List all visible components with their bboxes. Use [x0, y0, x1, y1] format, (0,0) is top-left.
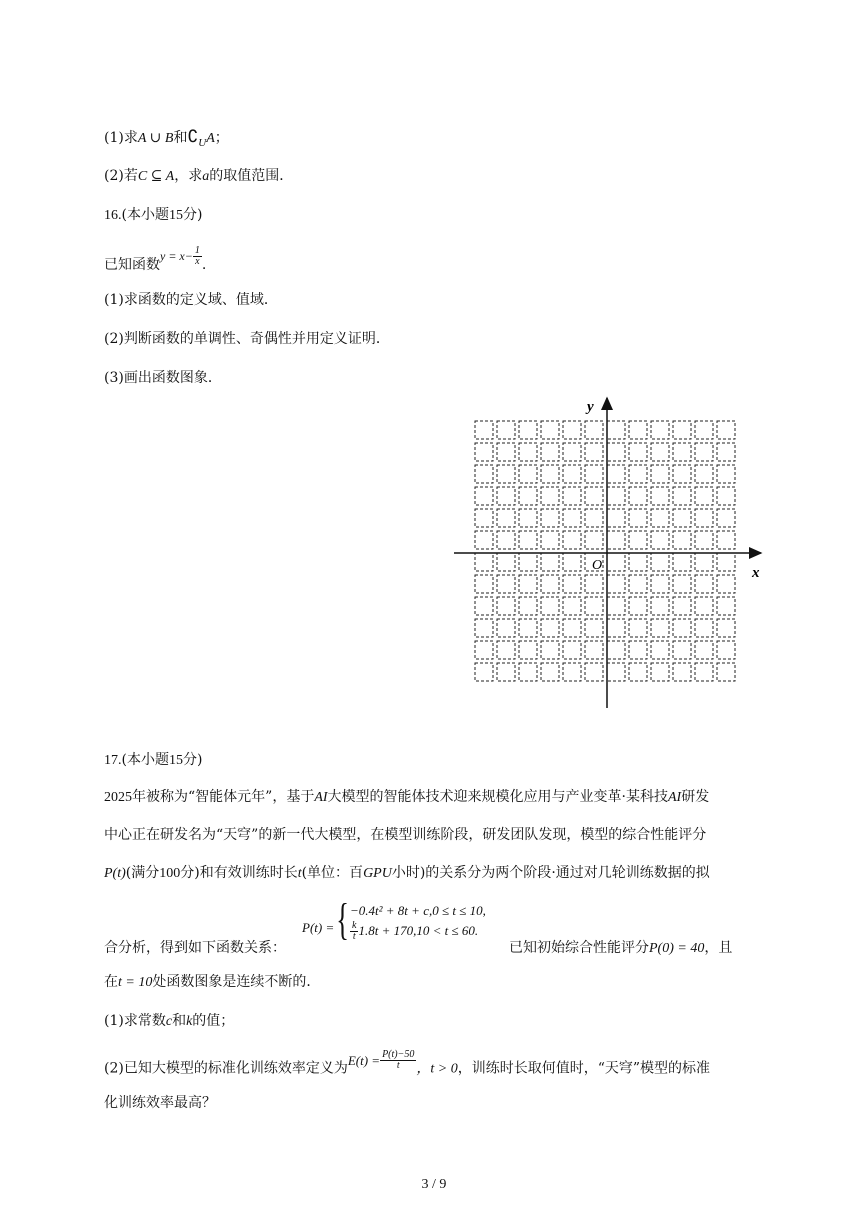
q17-part2 — [104, 1049, 711, 1080]
grid-cell — [475, 465, 493, 483]
grid-cell — [717, 531, 735, 549]
grid-cell — [541, 421, 559, 439]
grid-cell — [651, 619, 669, 637]
grid-cell — [563, 509, 581, 527]
grid-cell — [563, 531, 581, 549]
efficiency-numerator: P(t)−50 — [382, 1049, 415, 1060]
q17-line3-a: (满分 — [125, 865, 160, 881]
grid-cell — [475, 553, 493, 571]
q16-intro-text: 已知函数 — [104, 257, 160, 273]
grid-cell — [673, 509, 691, 527]
grid-cell — [673, 575, 691, 593]
q17-line3-d: 小时)的关系分为两个阶段 — [391, 865, 552, 881]
grid-cell — [585, 421, 603, 439]
efficiency-condition: ，t > 0 — [416, 1061, 458, 1077]
q17-line1-c: 某科技 — [626, 789, 668, 805]
efficiency-lhs: E(t) = — [347, 1052, 381, 1068]
grid-cell — [541, 663, 559, 681]
grid-cell — [541, 597, 559, 615]
grid-cell — [695, 531, 713, 549]
q15-part1-end: ； — [214, 130, 229, 146]
q17-line5 — [104, 972, 320, 993]
grid-cell — [629, 641, 647, 659]
q16-score: 15 — [168, 208, 183, 223]
grid-cell — [563, 641, 581, 659]
grid-cell — [497, 641, 515, 659]
constant-k: k — [186, 1014, 193, 1029]
grid-cell — [519, 531, 537, 549]
grid-cell — [717, 663, 735, 681]
q17-line3 — [104, 863, 710, 884]
origin-label: O — [592, 558, 603, 573]
grid-cell — [563, 619, 581, 637]
grid-cell — [563, 553, 581, 571]
grid-cell — [497, 575, 515, 593]
grid-cell — [519, 487, 537, 505]
function-lhs: y = x− — [160, 249, 193, 263]
grid-cell — [497, 619, 515, 637]
grid-cell — [541, 531, 559, 549]
grid-cell — [585, 663, 603, 681]
grid-cell — [541, 553, 559, 571]
separator-dot: · — [621, 789, 626, 805]
grid-cell — [497, 465, 515, 483]
grid-cell — [497, 597, 515, 615]
grid-cell — [629, 443, 647, 461]
grid-cell — [651, 509, 669, 527]
grid-cell — [563, 575, 581, 593]
grid-cell — [629, 509, 647, 527]
grid-cell — [629, 421, 647, 439]
grid-cell — [519, 465, 537, 483]
grid-cell — [475, 641, 493, 659]
grid-cell — [651, 597, 669, 615]
q17-heading-end: 分) — [182, 752, 203, 768]
complement-subscript: U — [198, 136, 207, 149]
grid-cell — [541, 509, 559, 527]
full-score: 100 — [159, 866, 181, 881]
grid-cell — [563, 421, 581, 439]
grid-cell — [629, 465, 647, 483]
grid-cell — [673, 421, 691, 439]
grid-cell — [695, 465, 713, 483]
grid-cell — [475, 509, 493, 527]
grid-cell — [585, 531, 603, 549]
grid-cell — [497, 531, 515, 549]
grid-cell — [695, 509, 713, 527]
fraction-numerator: 1 — [194, 244, 200, 256]
grid-cell — [651, 465, 669, 483]
grid-cell — [585, 597, 603, 615]
grid-cell — [673, 641, 691, 659]
piecewise-row2-rest: 1.8t + 170,10 < t ≤ 60. — [358, 923, 479, 938]
grid-cell — [607, 663, 625, 681]
q17-heading-text: (本小题 — [121, 752, 169, 768]
piecewise-brace: { — [336, 895, 349, 944]
q17-line4-end: ，且 — [704, 940, 733, 956]
q17-line1-a: 年被称为“智能体元年”，基于 — [132, 789, 315, 805]
q17-line5-b: 处函数图象是连续不断的． — [152, 974, 321, 990]
function-end: . — [201, 257, 207, 273]
grid-cell — [695, 663, 713, 681]
grid-cell — [475, 619, 493, 637]
grid-cell — [651, 531, 669, 549]
grid-cell — [607, 553, 625, 571]
grid-cells — [475, 421, 735, 681]
grid-cell — [519, 619, 537, 637]
q16-part2: (2)判断函数的单调性、奇偶性并用定义证明． — [104, 331, 390, 347]
grid-cell — [607, 509, 625, 527]
grid-cell — [717, 509, 735, 527]
grid-cell — [519, 509, 537, 527]
efficiency-denominator: t — [396, 1060, 400, 1071]
grid-cell — [717, 641, 735, 659]
grid-cell — [673, 443, 691, 461]
grid-cell — [519, 421, 537, 439]
grid-cell — [695, 641, 713, 659]
q17-line1 — [104, 787, 709, 808]
separator-dot-2: · — [551, 865, 556, 881]
gpu-term: GPU — [363, 866, 392, 881]
grid-cell — [563, 487, 581, 505]
grid-cell — [541, 465, 559, 483]
piecewise-lhs: P(t) = — [302, 920, 335, 935]
q17-line5-a: 在 — [104, 974, 118, 990]
grid-cell — [673, 531, 691, 549]
grid-cell — [695, 443, 713, 461]
set-union-expr: A ∪ B — [137, 131, 174, 146]
grid-cell — [497, 509, 515, 527]
q17-line3-c: (单位：百 — [301, 865, 364, 881]
initial-score-text: 已知初始综合性能评分 — [509, 940, 649, 956]
grid-cell — [607, 421, 625, 439]
grid-cell — [717, 421, 735, 439]
grid-cell — [585, 509, 603, 527]
page-number: 3 / 9 — [421, 1177, 447, 1192]
grid-cell — [475, 487, 493, 505]
q16-number: 16. — [104, 208, 122, 223]
initial-score-expr: P(0) = 40 — [649, 941, 705, 956]
grid-cell — [607, 443, 625, 461]
grid-cell — [607, 487, 625, 505]
grid-cell — [673, 553, 691, 571]
grid-cell — [585, 641, 603, 659]
grid-cell — [497, 421, 515, 439]
grid-cell — [519, 443, 537, 461]
grid-cell — [497, 663, 515, 681]
grid-cell — [717, 597, 735, 615]
grid-cell — [519, 597, 537, 615]
grid-cell — [497, 487, 515, 505]
grid-cell — [673, 619, 691, 637]
q17-part1-a: (1)求常数 — [104, 1013, 166, 1029]
x-axis-label: x — [752, 565, 760, 581]
grid-cell — [695, 553, 713, 571]
q17-number: 17. — [104, 753, 122, 768]
variable-a: a — [202, 169, 210, 184]
q15-part1-and: 和 — [173, 130, 188, 146]
q17-part1 — [104, 1011, 234, 1032]
grid-cell — [673, 597, 691, 615]
continuity-point: t = 10 — [118, 975, 153, 990]
grid-cell — [629, 619, 647, 637]
grid-cell — [475, 443, 493, 461]
grid-cell — [695, 597, 713, 615]
grid-cell — [717, 465, 735, 483]
q17-line4-b — [509, 938, 732, 959]
grid-cell — [695, 487, 713, 505]
grid-cell — [563, 443, 581, 461]
q17-line3-b: 分)和有效训练时长 — [180, 865, 298, 881]
q17-line1-d: 研发 — [681, 789, 710, 805]
grid-cell — [497, 443, 515, 461]
q17-part2-c: 化训练效率最高？ — [104, 1095, 216, 1111]
q17-part1-end: 的值； — [192, 1013, 235, 1029]
efficiency-fraction — [380, 1050, 416, 1071]
q17-line4-a: 合分析，得到如下函数关系： — [104, 940, 286, 956]
ai-term-2: AI — [668, 790, 682, 805]
grid-cell — [629, 531, 647, 549]
grid-cell — [607, 597, 625, 615]
y-axis-label: y — [587, 399, 594, 415]
year: 2025 — [104, 790, 132, 805]
grid-cell — [629, 663, 647, 681]
grid-cell — [607, 465, 625, 483]
grid-cell — [717, 443, 735, 461]
piecewise-row2 — [350, 921, 478, 942]
fraction-denominator: x — [195, 255, 200, 267]
q17-part1-and: 和 — [172, 1013, 187, 1029]
grid-cell — [475, 531, 493, 549]
grid-cell — [475, 597, 493, 615]
grid-cell — [563, 597, 581, 615]
time-variable: t — [297, 866, 302, 881]
q16-heading-end: 分) — [182, 207, 203, 223]
grid-cell — [585, 465, 603, 483]
grid-cell — [695, 619, 713, 637]
grid-cell — [497, 553, 515, 571]
grid-cell — [629, 575, 647, 593]
grid-cell — [563, 663, 581, 681]
grid-cell — [651, 663, 669, 681]
q17-line2: 中心正在研发名为“天穹”的新一代大模型，在模型训练阶段，研发团队发现，模型的综合性能评分 — [104, 827, 707, 843]
grid-cell — [717, 575, 735, 593]
grid-cell — [695, 421, 713, 439]
grid-cell — [475, 663, 493, 681]
grid-cell — [585, 575, 603, 593]
q17-heading — [104, 750, 202, 771]
grid-cell — [629, 597, 647, 615]
grid-cell — [717, 619, 735, 637]
constant-c: c — [165, 1014, 173, 1029]
grid-cell — [541, 487, 559, 505]
grid-cell — [541, 619, 559, 637]
grid-cell — [519, 663, 537, 681]
grid-cell — [541, 575, 559, 593]
grid-cell — [541, 641, 559, 659]
grid-cell — [651, 575, 669, 593]
complement-set: A — [206, 131, 215, 146]
grid-cell — [629, 553, 647, 571]
grid-cell — [651, 421, 669, 439]
grid-cell — [629, 487, 647, 505]
grid-cell — [563, 465, 581, 483]
grid-cell — [519, 553, 537, 571]
complement-symbol: ∁ — [187, 127, 199, 146]
q16-part1: (1)求函数的定义域、值域． — [104, 292, 278, 308]
piecewise-row1: −0.4t² + 8t + c,0 ≤ t ≤ 10, — [350, 903, 486, 918]
grid-cell — [519, 575, 537, 593]
q17-line1-b: 大模型的智能体技术迎来规模化应用与产业变革 — [327, 789, 622, 805]
grid-cell — [607, 641, 625, 659]
grid-cell — [673, 487, 691, 505]
grid-cell — [651, 641, 669, 659]
score-function: P(t) — [104, 866, 126, 881]
grid-cell — [519, 641, 537, 659]
q15-part2-end: 的取值范围． — [209, 168, 294, 184]
q15-part1-text: (1)求 — [104, 130, 138, 146]
grid-cell — [585, 619, 603, 637]
q17-part2-a: (2)已知大模型的标准化训练效率定义为 — [104, 1060, 348, 1077]
subset-expr: C ⊆ A — [137, 169, 175, 184]
grid-cell — [673, 663, 691, 681]
grid-cell — [607, 531, 625, 549]
grid-cell — [717, 553, 735, 571]
grid-cell — [651, 443, 669, 461]
grid-cell — [673, 465, 691, 483]
grid-cell — [607, 619, 625, 637]
grid-cell — [651, 487, 669, 505]
grid-cell — [695, 575, 713, 593]
q15-part2-mid: ，求 — [174, 168, 203, 184]
ai-term: AI — [314, 790, 328, 805]
piecewise-denominator: t — [352, 931, 356, 942]
grid-cell — [651, 553, 669, 571]
q16-part3: (3)画出函数图象． — [104, 370, 222, 386]
q17-line3-e: 通过对几轮训练数据的拟 — [555, 865, 710, 881]
q17-score: 15 — [168, 753, 183, 768]
q16-heading-text: (本小题 — [121, 207, 169, 223]
q15-part2-text: (2)若 — [104, 168, 138, 184]
grid-cell — [607, 575, 625, 593]
grid-cell — [541, 443, 559, 461]
q17-part2-b: ，训练时长取何值时，“天穹”模型的标准 — [457, 1060, 711, 1077]
grid-cell — [585, 487, 603, 505]
grid-cell — [585, 443, 603, 461]
grid-cell — [475, 575, 493, 593]
grid-cell — [717, 487, 735, 505]
piecewise-numerator: k — [352, 920, 357, 931]
grid-cell — [475, 421, 493, 439]
